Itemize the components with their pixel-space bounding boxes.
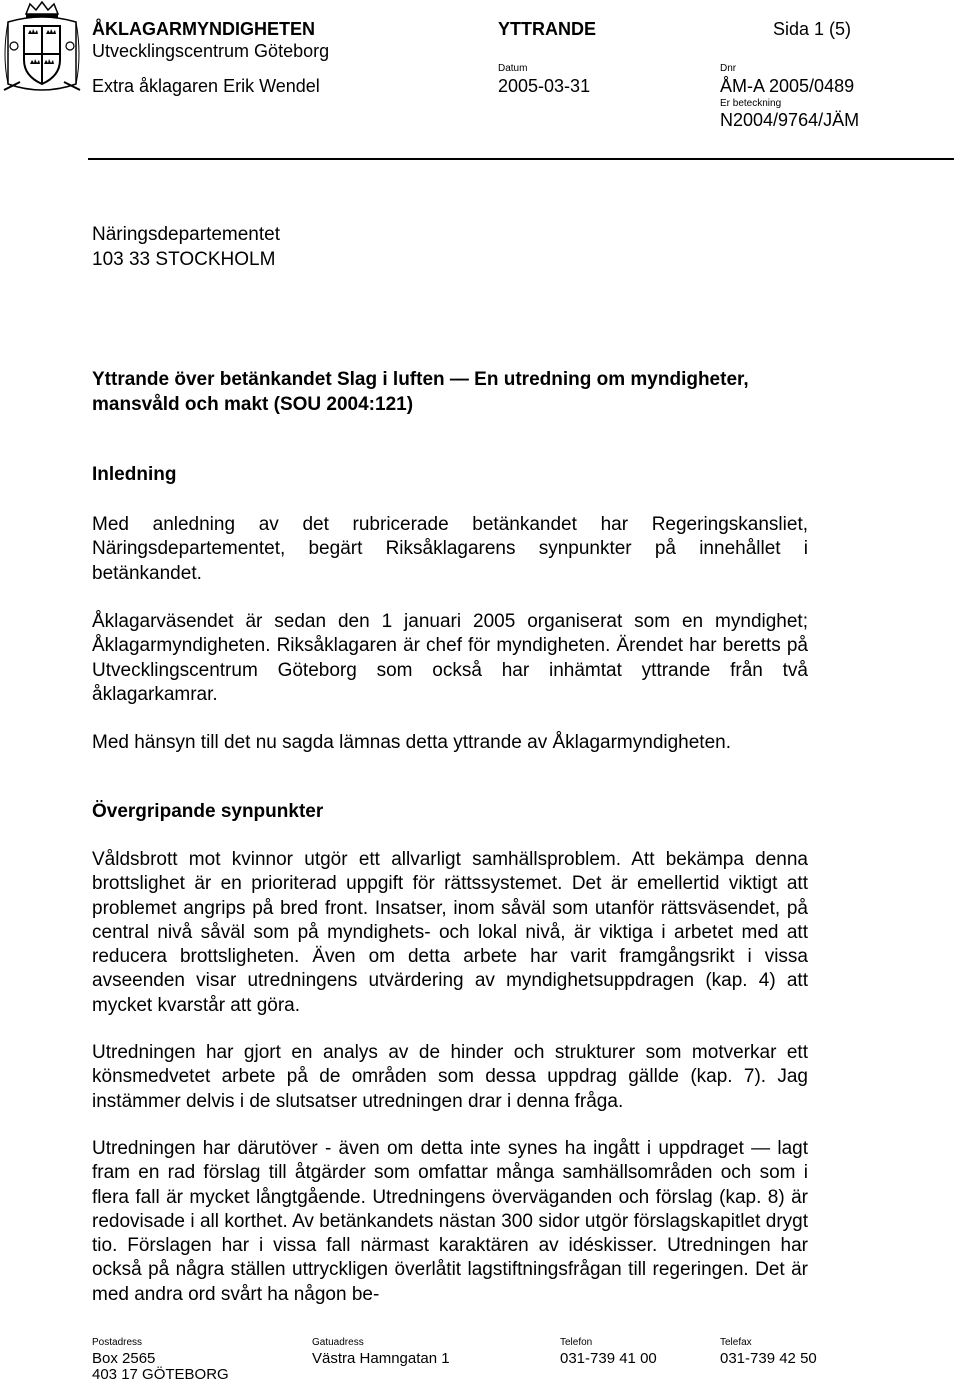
- footer-phone: 031-739 41 00: [560, 1350, 657, 1367]
- footer-visit-label: Gatuadress: [312, 1337, 364, 1348]
- footer-post-line2: 403 17 GÖTEBORG: [92, 1366, 229, 1383]
- paragraph: Våldsbrott mot kvinnor utgör ett allvarligt samhällsproblem. Att bekämpa denna brottslighet är en prioriterad uppgift för rättssystemet. Det är emellertid viktigt att problemet angrips på bred front. Insatser, inom såväl som utanför rättsväsendet, på central nivå såväl som på myndighets- och lokal nivå, är viktiga i arbetet med att reducera brottsligheten. Även om detta arbete har varit framgångsrikt i vissa avseenden visar utredningens utvärdering av myndighetsuppdragen (kap. 4) att mycket kvarstår att göra.: [92, 849, 808, 1016]
- recipient-address: [92, 222, 280, 272]
- date-label: Datum: [498, 63, 528, 74]
- reference-value: N2004/9764/JÄM: [720, 110, 860, 130]
- recipient-line: 103 33 STOCKHOLM: [92, 249, 276, 270]
- paragraph: Åklagarväsendet är sedan den 1 januari 2005 organiserat som en myndighet; Åklagarmyndigheten. Riksåklagaren är chef för myndigheten. Ärendet har beretts på Utvecklingscentrum Göteborg som också har inhämtat yttrande från två åklagarkamrar.: [92, 611, 808, 705]
- paragraph: Utredningen har därutöver - även om detta inte synes ha ingått i uppdraget — lagt fram en rad förslag till åtgärder som omfattar många samhällsområden och som i flera fall är mycket långtgående. Utredningens överväganden och förslag (kap. 8) är redovisade i all korthet. Av betänkandets nästan 300 sidor utgör förslagskapitlet drygt tio. Förslagen har i vissa fall närmast karaktären av idéskisser. Utredningen har också på några ställen uttryckligen överlåtit lagstiftningsfrågan till regeringen. Det är med andra ord svårt ha någon be-: [92, 1138, 808, 1305]
- date-value: 2005-03-31: [498, 76, 591, 96]
- footer-phone-label: Telefon: [560, 1337, 593, 1348]
- coat-of-arms-logo: [0, 0, 84, 100]
- dnr-label: Dnr: [720, 63, 737, 74]
- footer-post-label: Postadress: [92, 1337, 143, 1348]
- recipient-line: Näringsdepartementet: [92, 224, 280, 245]
- heading-overgripande: Övergripande synpunkter: [92, 801, 324, 822]
- dnr-value: ÅM-A 2005/0489: [720, 76, 855, 96]
- page-number: Sida 1 (5): [773, 19, 852, 39]
- title-line: Yttrande över betänkandet Slag i luften — En utredning om myndigheter,: [92, 369, 749, 390]
- title-line: mansvåld och makt (SOU 2004:121): [92, 394, 414, 415]
- authority-name: ÅKLAGARMYNDIGHETEN: [92, 19, 315, 39]
- paragraph: Utredningen har gjort en analys av de hinder och strukturer som motverkar ett könsmedvetet arbete på de områden som dessa uppdrag gällde (kap. 7). Jag instämmer delvis i de slutsatser utredningen drar i denna fråga.: [92, 1042, 808, 1112]
- document-title: [92, 367, 822, 417]
- unit-name: Utvecklingscentrum Göteborg: [92, 41, 330, 61]
- footer-fax-label: Telefax: [720, 1337, 752, 1348]
- footer-post-line1: Box 2565: [92, 1350, 156, 1367]
- footer-visit-address: Västra Hamngatan 1: [312, 1350, 450, 1367]
- document-type: YTTRANDE: [498, 19, 596, 39]
- reference-label: Er beteckning: [720, 98, 782, 109]
- footer-fax: 031-739 42 50: [720, 1350, 817, 1367]
- header-divider: [88, 158, 954, 160]
- paragraph: Med anledning av det rubricerade betänkandet har Regeringskansliet, Näringsdepartementet, begärt Riksåklagarens synpunkter på innehållet i betänkandet.: [92, 514, 808, 584]
- paragraph: Med hänsyn till det nu sagda lämnas detta yttrande av Åklagarmyndigheten.: [92, 732, 731, 753]
- heading-inledning: Inledning: [92, 464, 177, 485]
- author-name: Extra åklagaren Erik Wendel: [92, 76, 320, 96]
